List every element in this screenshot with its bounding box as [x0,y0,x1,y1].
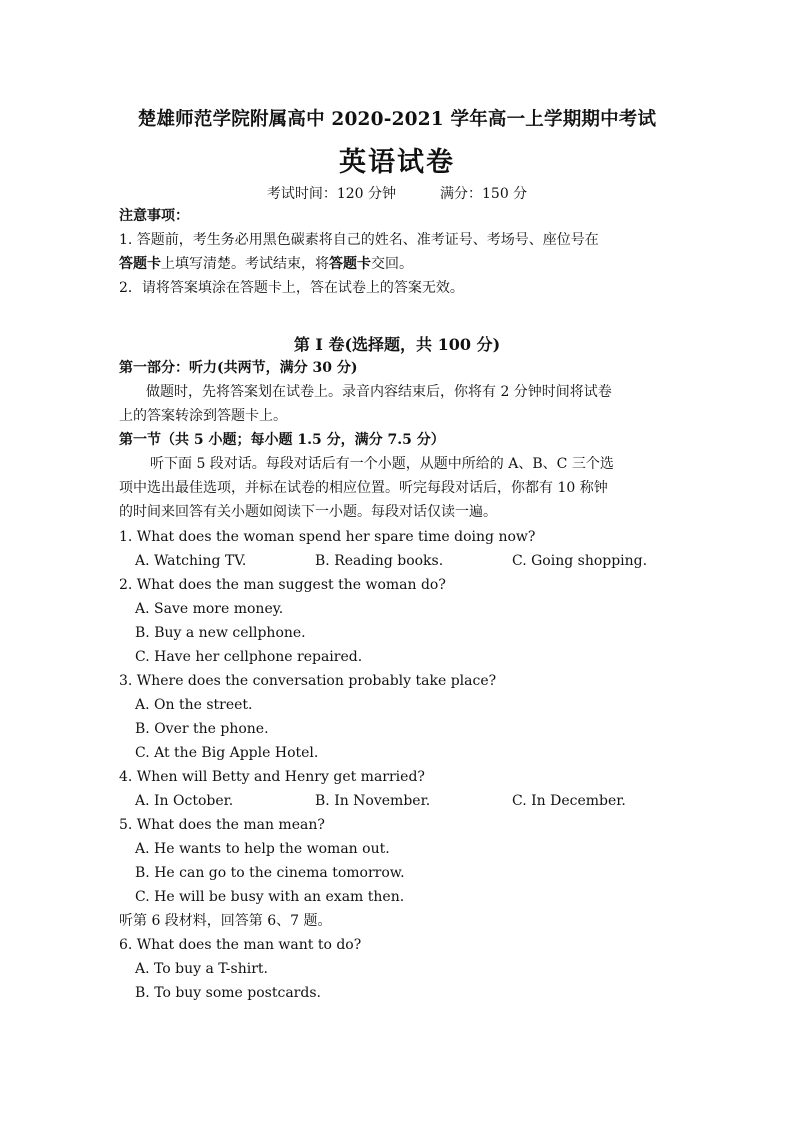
question-3: 3. Where does the conversation probably take place? [119,673,497,689]
part-title: 第一部分：听力(共两节，满分 30 分) [119,360,358,376]
option-b: B. He can go to the cinema tomorrow. [135,865,405,881]
option-b: B. Reading books. [315,553,444,569]
option-a: A. In October. [135,793,234,809]
question-2: 2. What does the man suggest the woman do? [119,577,446,593]
section-title: 第 I 卷(选择题，共 100 分) [293,335,501,354]
notice-item-1-end: 交回。 [371,256,413,272]
question-6: 6. What does the man want to do? [119,937,362,953]
option-c: C. He will be busy with an exam then. [135,889,405,905]
answer-card-term: 答题卡 [119,256,161,272]
question-1: 1. What does the woman spend her spare time doing now? [119,529,536,545]
option-c: C. Have her cellphone repaired. [135,649,363,665]
option-b: B. To buy some postcards. [135,985,321,1001]
question-4: 4. When will Betty and Henry get married? [119,769,425,785]
option-b: B. Buy a new cellphone. [135,625,306,641]
notice-item-2: 2．请将答案填涂在答题卡上，答在试卷上的答案无效。 [119,280,464,296]
material-note: 听第 6 段材料，回答第 6、7 题。 [119,913,332,929]
subsection-instruction-3: 的时间来回答有关小题如阅读下一小题。每段对话仅读一遍。 [119,504,497,520]
exam-title: 楚雄师范学院附属高中 2020-2021 学年高一上学期期中考试 [137,109,657,130]
option-b: B. In November. [315,793,431,809]
part-instruction-1: 做题时，先将答案划在试卷上。录音内容结束后，你将有 2 分钟时间将试卷 [146,384,612,400]
option-c: C. Going shopping. [512,553,648,569]
exam-time: 考试时间：120 分钟 [266,186,396,202]
part-instruction-2: 上的答案转涂到答题卡上。 [119,408,287,424]
notice-item-1-text: 上填写清楚。考试结束，将 [161,256,329,272]
notice-item-1: 1. 答题前，考生务必用黑色碳素将自己的姓名、准考证号、考场号、座位号在 [119,232,599,248]
question-5: 5. What does the man mean? [119,817,325,833]
exam-score: 满分：150 分 [440,186,528,202]
option-a: A. Watching TV. [135,553,247,569]
subsection-instruction-1: 听下面 5 段对话。每段对话后有一个小题，从题中所给的 A、B、C 三个选 [150,456,614,472]
option-c: C. At the Big Apple Hotel. [135,745,319,761]
exam-subject-title: 英语试卷 [339,147,455,178]
option-a: A. To buy a T-shirt. [135,961,268,977]
notice-heading: 注意事项： [119,208,189,224]
exam-meta [0,183,794,203]
option-b: B. Over the phone. [135,721,269,737]
answer-card-term-2: 答题卡 [329,256,371,272]
subsection-instruction-2: 项中选出最佳选项，并标在试卷的相应位置。听完每段对话后，你都有 10 称钟 [119,480,608,496]
option-a: A. On the street. [135,697,253,713]
option-a: A. He wants to help the woman out. [135,841,390,857]
notice-item-1-cont [119,254,413,274]
option-a: A. Save more money. [135,601,284,617]
subsection-title: 第一节（共 5 小题；每小题 1.5 分，满分 7.5 分） [119,432,445,448]
option-c: C. In December. [512,793,626,809]
